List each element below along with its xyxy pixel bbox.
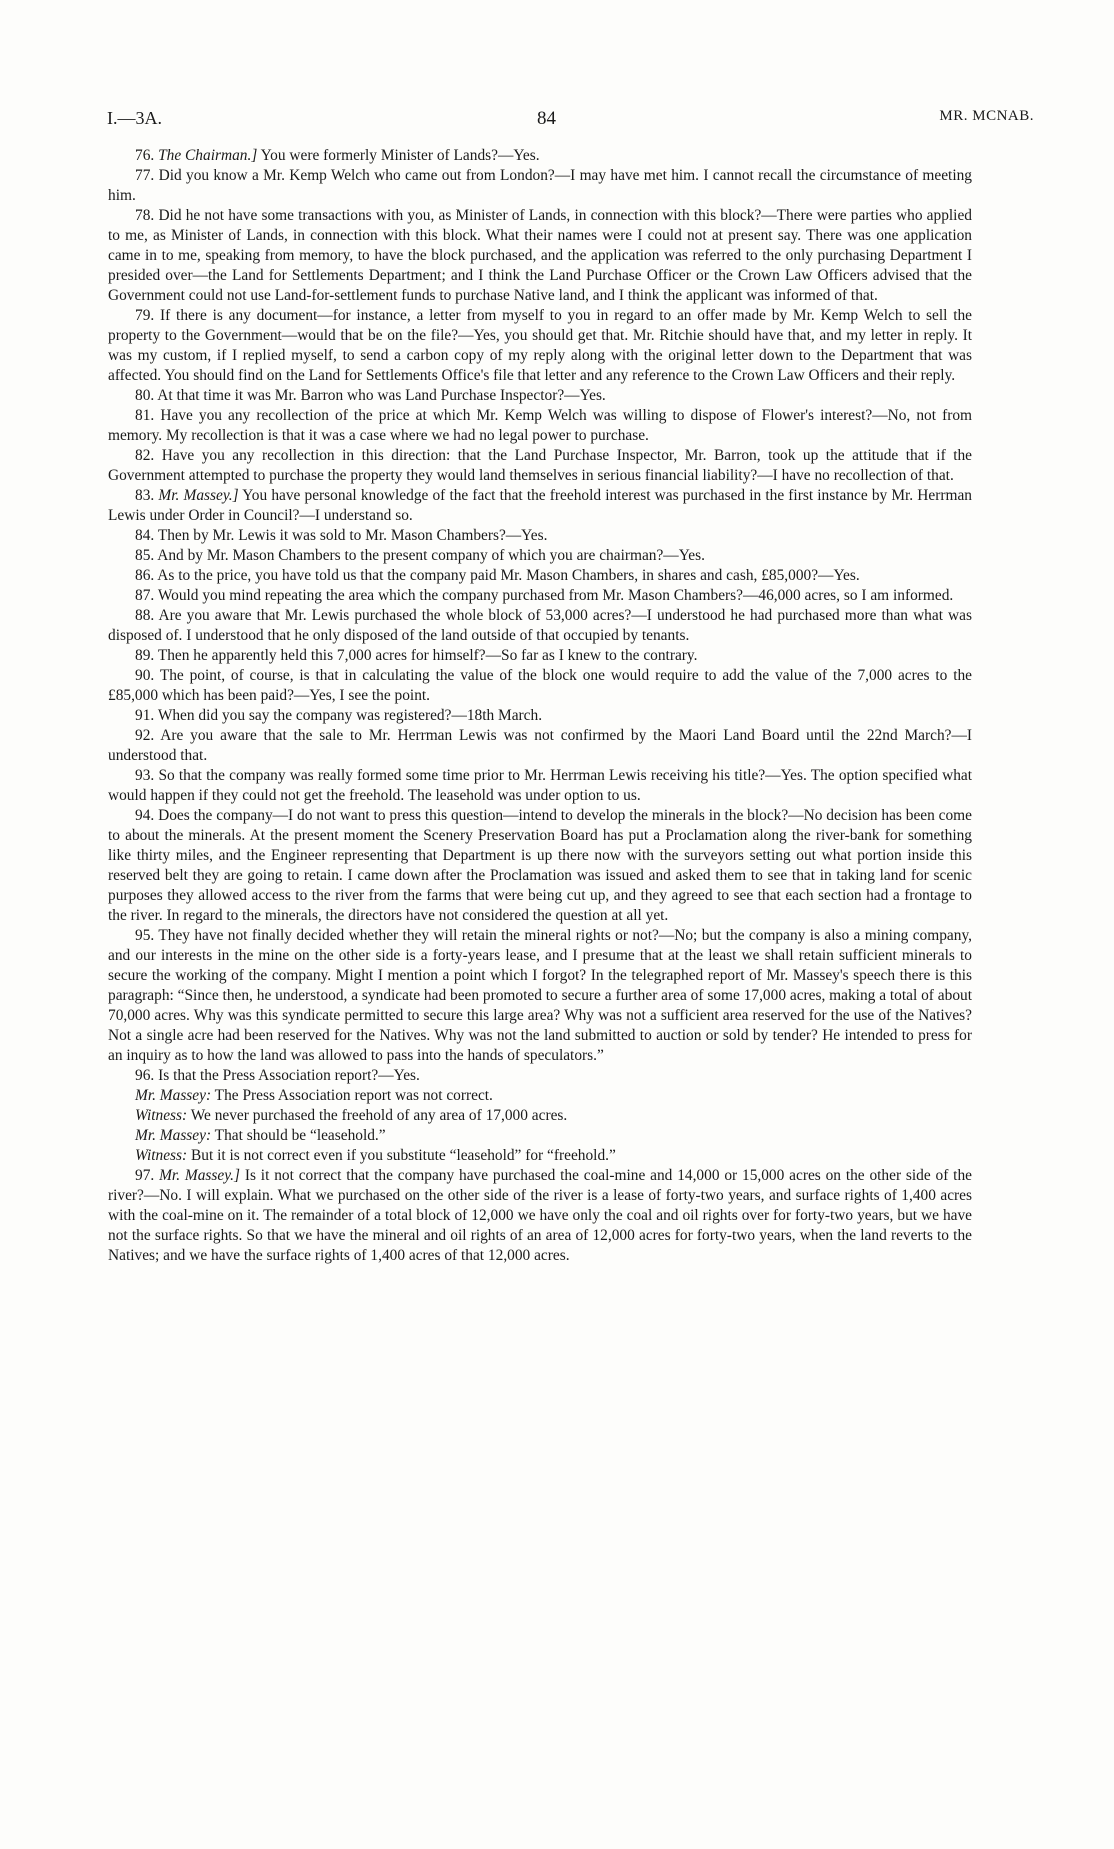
paragraph [108, 806, 972, 926]
question-number: 94. [135, 807, 155, 824]
paragraph-text: Is it not correct that the company have purchased the coal-mine and 14,000 or 15,000 acres on the other side of the river?—No. I will explain. What we purchased on the other side of the river is a lease of forty-two years, and surface rights of 1,400 acres with the coal-mine on it. The remainder of a total block of 12,000 we have only the coal and oil rights over for forty-two years, but we have not the surface rights. So that we have the mineral and oil rights of an area of 12,000 acres for forty-two years, when the land reverts to the Natives; and we have the surface rights of 1,400 acres of that 12,000 acres. [108, 1167, 972, 1264]
paragraph [108, 1106, 972, 1126]
question-number: 95. [135, 927, 155, 944]
page-header [107, 108, 1034, 138]
paragraph [108, 386, 972, 406]
speaker-label: The Chairman.] [158, 147, 258, 164]
paragraph-text: Then by Mr. Lewis it was sold to Mr. Mason Chambers?—Yes. [157, 527, 548, 544]
paragraph [108, 1126, 972, 1146]
question-number: 91. [135, 707, 155, 724]
speaker-label: Mr. Massey.] [158, 487, 239, 504]
header-reference: I.—3A. [107, 108, 162, 128]
speaker-label: Witness: [135, 1107, 188, 1124]
question-number: 90. [135, 667, 155, 684]
question-number: 78. [135, 207, 155, 224]
paragraph-text: Would you mind repeating the area which the company purchased from Mr. Mason Chambers?—46,000 acres, so I am informed. [157, 587, 954, 604]
paragraph [108, 666, 972, 706]
question-number: 97. [135, 1167, 155, 1184]
paragraph [108, 546, 972, 566]
paragraph-text: At that time it was Mr. Barron who was Land Purchase Inspector?—Yes. [157, 387, 606, 404]
paragraph-text: That should be “leasehold.” [211, 1127, 386, 1144]
paragraph [108, 206, 972, 306]
paragraph [108, 306, 972, 386]
paragraph [108, 766, 972, 806]
paragraph-text: Is that the Press Association report?—Yes. [158, 1067, 420, 1084]
question-number: 79. [135, 307, 155, 324]
question-number: 76. [135, 147, 155, 164]
speaker-label: Mr. Massey.] [159, 1167, 241, 1184]
paragraph-text: You have personal knowledge of the fact that the freehold interest was purchased in the first instance by Mr. Herrman Lewis under Order in Council?—I understand so. [108, 487, 972, 524]
question-number: 92. [135, 727, 155, 744]
paragraph-text: The point, of course, is that in calculating the value of the block one would require to add the value of the 7,000 acres to the £85,000 which has been paid?—Yes, I see the point. [108, 667, 972, 704]
question-number: 89. [135, 647, 155, 664]
question-number: 86. [135, 567, 155, 584]
question-number: 80. [135, 387, 155, 404]
question-number: 85. [135, 547, 155, 564]
paragraph-text: Did you know a Mr. Kemp Welch who came out from London?—I may have met him. I cannot recall the circumstance of meeting him. [108, 167, 972, 204]
question-number: 77. [135, 167, 155, 184]
page-number: 84 [537, 108, 556, 129]
paragraph-text: The Press Association report was not correct. [211, 1087, 493, 1104]
paragraph [108, 166, 972, 206]
speaker-label: Witness: [135, 1147, 188, 1164]
paragraph [108, 1086, 972, 1106]
question-number: 87. [135, 587, 155, 604]
paragraph-text: Are you aware that the sale to Mr. Herrman Lewis was not confirmed by the Maori Land Board until the 22nd March?—I understood that. [108, 727, 972, 764]
question-number: 84. [135, 527, 155, 544]
question-number: 81. [135, 407, 155, 424]
question-number: 93. [135, 767, 155, 784]
paragraph [108, 1066, 972, 1086]
paragraph-text: So that the company was really formed some time prior to Mr. Herrman Lewis receiving his title?—Yes. The option specified what would happen if they could not get the freehold. The leasehold was under option to us. [108, 767, 972, 804]
paragraph-text: But it is not correct even if you substitute “leasehold” for “freehold.” [187, 1147, 616, 1164]
paragraph [108, 406, 972, 446]
paragraph-text: They have not finally decided whether they will retain the mineral rights or not?—No; but the company is also a mining company, and our interests in the mine on the other side is a forty-years lease, and I presume that at the least we shall retain sufficient minerals to secure the working of the company. Might I mention a point which I forgot? In the telegraphed report of Mr. Massey's speech there is this paragraph: “Since then, he understood, a syndicate had been promoted to secure a further area of some 17,000 acres, making a total of about 70,000 acres. Why was this syndicate permitted to secure this large area? Why was not a sufficient area reserved for the use of the Natives? Not a single acre had been reserved for the Natives. Why was not the land submitted to auction or sold by tender? He intended to press for an inquiry as to how the land was allowed to pass into the hands of speculators.” [108, 927, 972, 1064]
paragraph-text: You were formerly Minister of Lands?—Yes. [257, 147, 540, 164]
question-number: 82. [135, 447, 155, 464]
paragraph [108, 566, 972, 586]
paragraph-text: Does the company—I do not want to press this question—intend to develop the minerals in the block?—No decision has been come to about the minerals. At the present moment the Scenery Preservation Board has put a Proclamation along the river-bank for something like thirty miles, and the Engineer representing that Department is up there now with the surveyors setting out what portion inside this reserved belt they are going to retain. I came down after the Proclamation was issued and asked them to see that in taking land for scenic purposes they allowed access to the river from the farms that were being cut up, and they agreed to see that each section had a frontage to the river. In regard to the minerals, the directors have not considered the question at all yet. [108, 807, 972, 924]
paragraph [108, 526, 972, 546]
page-body [108, 146, 972, 1266]
header-witness-name: MR. MCNAB. [939, 108, 1034, 124]
paragraph [108, 1166, 972, 1266]
paragraph [108, 706, 972, 726]
paragraph [108, 646, 972, 666]
paragraph [108, 926, 972, 1066]
paragraph [108, 586, 972, 606]
paragraph [108, 146, 972, 166]
paragraph-text: And by Mr. Mason Chambers to the present company of which you are chairman?—Yes. [157, 547, 705, 564]
question-number: 96. [135, 1067, 155, 1084]
paragraph-text: As to the price, you have told us that the company paid Mr. Mason Chambers, in shares and cash, £85,000?—Yes. [157, 567, 860, 584]
paragraph-text: We never purchased the freehold of any area of 17,000 acres. [187, 1107, 568, 1124]
paragraph [108, 446, 972, 486]
paragraph [108, 486, 972, 526]
speaker-label: Mr. Massey: [135, 1087, 212, 1104]
speaker-label: Mr. Massey: [135, 1127, 212, 1144]
paragraph [108, 606, 972, 646]
paragraph-text: When did you say the company was registered?—18th March. [157, 707, 543, 724]
paragraph-text: Then he apparently held this 7,000 acres for himself?—So far as I knew to the contrary. [157, 647, 698, 664]
paragraph-text: Are you aware that Mr. Lewis purchased the whole block of 53,000 acres?—I understood he had purchased more than what was disposed of. I understood that he only disposed of the land outside of that occupied by tenants. [108, 607, 972, 644]
question-number: 88. [135, 607, 155, 624]
paragraph-text: Have you any recollection of the price at which Mr. Kemp Welch was willing to dispose of Flower's interest?—No, not from memory. My recollection is that it was a case where we had no legal power to purchase. [108, 407, 972, 444]
paragraph [108, 1146, 972, 1166]
paragraph [108, 726, 972, 766]
paragraph-text: Did he not have some transactions with you, as Minister of Lands, in connection with this block?—There were parties who applied to me, as Minister of Lands, in connection with this block. What their names were I could not at present say. There was one application came in to me, speaking from memory, to have the block purchased, and the application was referred to the only purchasing Department I presided over—the Land for Settlements Department; and I think the Land Purchase Officer or the Crown Law Officers advised that the Government could not use Land-for-settlement funds to purchase Native land, and I think the applicant was informed of that. [108, 207, 972, 304]
paragraph-text: If there is any document—for instance, a letter from myself to you in regard to an offer made by Mr. Kemp Welch to sell the property to the Government—would that be on the file?—Yes, you should get that. Mr. Ritchie should have that, and my letter in reply. It was my custom, if I replied myself, to send a carbon copy of my reply along with the original letter down to the Department that was affected. You should find on the Land for Settlements Office's file that letter and any reference to the Crown Law Officers and their reply. [108, 307, 972, 384]
paragraph-text: Have you any recollection in this direction: that the Land Purchase Inspector, Mr. Barron, took up the attitude that if the Government attempted to purchase the property they would land themselves in serious financial liability?—I have no recollection of that. [108, 447, 972, 484]
question-number: 83. [135, 487, 155, 504]
